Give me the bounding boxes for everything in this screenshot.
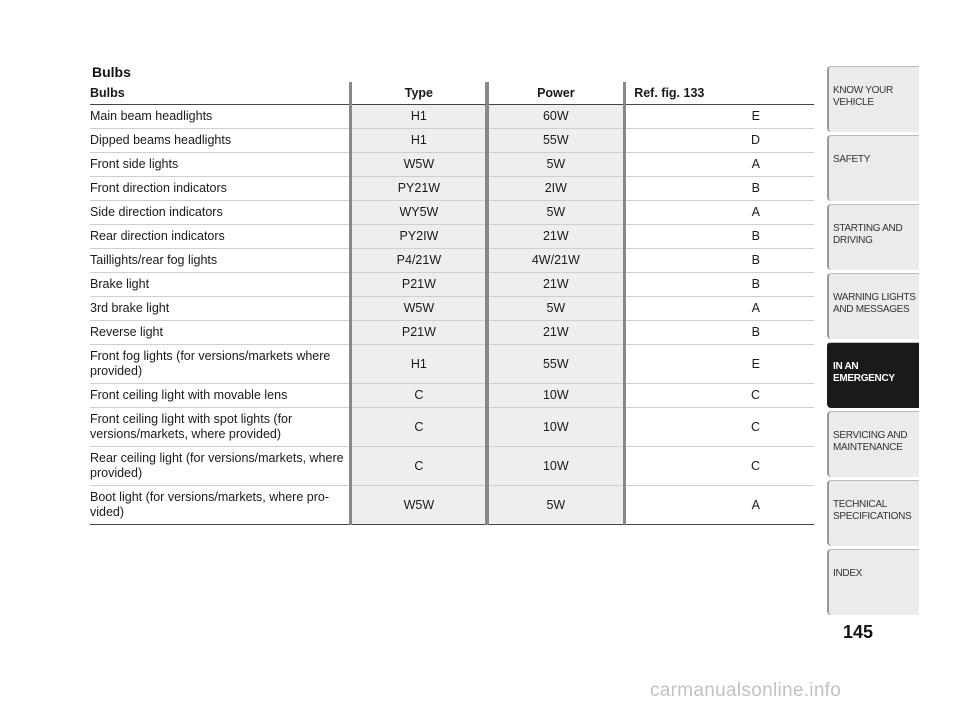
bulb-power-cell: 21W	[489, 273, 622, 297]
bulb-power-cell: 55W	[489, 129, 622, 153]
bulb-power-cell: 5W	[489, 486, 622, 525]
bulb-name-cell: Taillights/rear fog lights	[90, 249, 349, 273]
bulb-ref-cell: E	[626, 105, 814, 129]
table-row	[90, 297, 814, 321]
table-row	[90, 447, 814, 486]
chapter-tab[interactable]: SAFETY	[827, 135, 919, 201]
bulb-power-cell: 21W	[489, 321, 622, 345]
bulb-type-cell: C	[352, 408, 485, 447]
bulb-name-cell: Brake light	[90, 273, 349, 297]
bulb-ref-cell: A	[626, 297, 814, 321]
bulb-type-cell: P4/21W	[352, 249, 485, 273]
bulb-name-cell: Dipped beams headlights	[90, 129, 349, 153]
bulb-name-cell: Front direction indicators	[90, 177, 349, 201]
chapter-tab[interactable]: IN AN EMERGENCY	[827, 342, 919, 408]
bulb-power-cell: 5W	[489, 297, 622, 321]
table-row	[90, 321, 814, 345]
table-row	[90, 408, 814, 447]
bulb-power-cell: 60W	[489, 105, 622, 129]
table-body	[90, 105, 814, 525]
bulb-name-cell: Front ceiling light with spot lights (for versions/markets, where provided)	[90, 408, 349, 447]
watermark: carmanualsonline.info	[650, 680, 842, 701]
bulb-power-cell: 4W/21W	[489, 249, 622, 273]
bulb-type-cell: C	[352, 447, 485, 486]
bulb-name-cell: Front side lights	[90, 153, 349, 177]
bulb-type-cell: H1	[352, 345, 485, 384]
chapter-tab[interactable]: WARNING LIGHTS AND MESSAGES	[827, 273, 919, 339]
bulb-type-cell: PY21W	[352, 177, 485, 201]
bulb-name-cell: Side direction indicators	[90, 201, 349, 225]
header-ref: Ref. fig. 133	[626, 82, 814, 105]
bulb-type-cell: H1	[352, 129, 485, 153]
chapter-tab[interactable]: SERVICING AND MAINTENANCE	[827, 411, 919, 477]
bulb-ref-cell: A	[626, 201, 814, 225]
bulb-type-cell: WY5W	[352, 201, 485, 225]
bulb-power-cell: 21W	[489, 225, 622, 249]
bulb-power-cell: 2IW	[489, 177, 622, 201]
bulb-name-cell: Front fog lights (for versions/markets where provided)	[90, 345, 349, 384]
bulb-name-cell: Reverse light	[90, 321, 349, 345]
bulb-ref-cell: B	[626, 177, 814, 201]
bulb-name-cell: Rear direction indicators	[90, 225, 349, 249]
bulb-name-cell: Front ceiling light with movable lens	[90, 384, 349, 408]
bulb-ref-cell: B	[626, 321, 814, 345]
bulb-power-cell: 10W	[489, 384, 622, 408]
header-bulbs: Bulbs	[90, 82, 349, 105]
header-power: Power	[489, 82, 622, 105]
table-row	[90, 153, 814, 177]
table-row	[90, 384, 814, 408]
bulb-ref-cell: A	[626, 486, 814, 525]
chapter-tab[interactable]: KNOW YOUR VEHICLE	[827, 66, 919, 132]
bulb-power-cell: 5W	[489, 153, 622, 177]
bulb-ref-cell: B	[626, 249, 814, 273]
bulb-ref-cell: E	[626, 345, 814, 384]
table-row	[90, 249, 814, 273]
bulb-power-cell: 10W	[489, 408, 622, 447]
bulb-power-cell: 55W	[489, 345, 622, 384]
bulb-name-cell: Main beam headlights	[90, 105, 349, 129]
bulb-ref-cell: A	[626, 153, 814, 177]
table-row	[90, 177, 814, 201]
bulb-type-cell: P21W	[352, 273, 485, 297]
bulb-type-cell: P21W	[352, 321, 485, 345]
table-row	[90, 201, 814, 225]
bulb-ref-cell: C	[626, 447, 814, 486]
bulb-type-cell: W5W	[352, 486, 485, 525]
chapter-tabs	[827, 66, 919, 618]
bulb-power-cell: 10W	[489, 447, 622, 486]
bulb-name-cell: 3rd brake light	[90, 297, 349, 321]
bulb-type-cell: C	[352, 384, 485, 408]
page-number: 145	[843, 622, 874, 642]
table-header-row	[90, 82, 814, 105]
chapter-tab[interactable]: TECHNICAL SPECIFICATIONS	[827, 480, 919, 546]
bulb-ref-cell: B	[626, 225, 814, 249]
table-row	[90, 345, 814, 384]
bulb-type-cell: PY2IW	[352, 225, 485, 249]
bulb-name-cell: Boot light (for versions/markets, where pro-vided)	[90, 486, 349, 525]
chapter-tab[interactable]: INDEX	[827, 549, 919, 615]
bulb-power-cell: 5W	[489, 201, 622, 225]
section-title: Bulbs	[92, 64, 131, 80]
bulb-ref-cell: C	[626, 408, 814, 447]
bulb-type-cell: W5W	[352, 153, 485, 177]
table-row	[90, 129, 814, 153]
bulbs-table	[90, 82, 814, 525]
bulb-ref-cell: B	[626, 273, 814, 297]
header-type: Type	[352, 82, 485, 105]
table-row	[90, 225, 814, 249]
bulb-ref-cell: D	[626, 129, 814, 153]
bulb-ref-cell: C	[626, 384, 814, 408]
bulb-type-cell: H1	[352, 105, 485, 129]
table-row	[90, 486, 814, 525]
table-row	[90, 105, 814, 129]
bulb-type-cell: W5W	[352, 297, 485, 321]
chapter-tab[interactable]: STARTING AND DRIVING	[827, 204, 919, 270]
table-row	[90, 273, 814, 297]
bulb-name-cell: Rear ceiling light (for versions/markets, where provided)	[90, 447, 349, 486]
